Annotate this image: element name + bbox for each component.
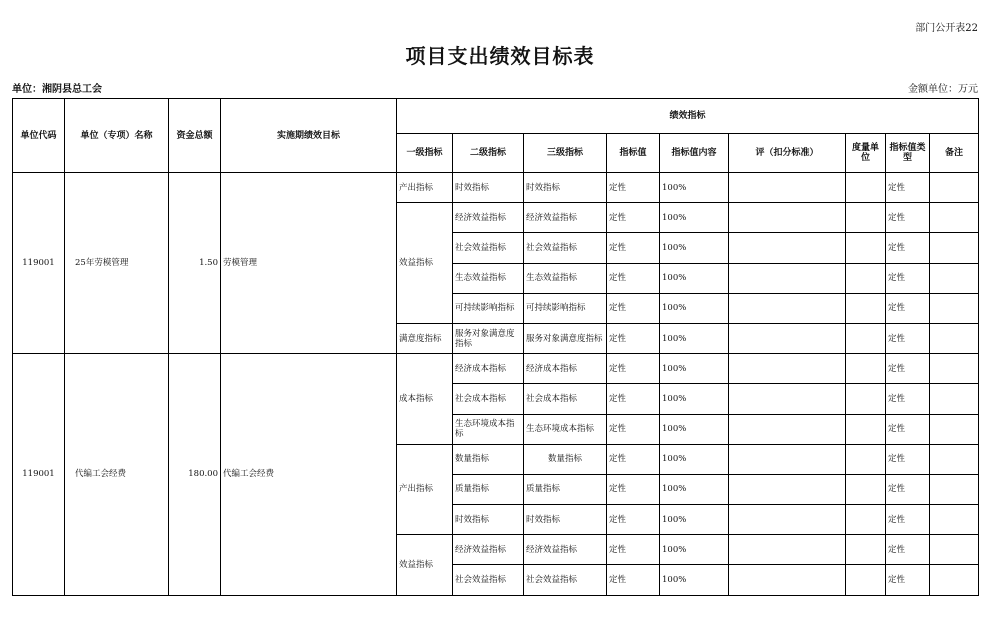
level3-cell: 经济效益指标 [524,203,607,233]
level2-cell: 服务对象满意度指标 [453,323,524,353]
value-cell: 定性 [607,293,660,323]
remark-cell [930,565,979,595]
evaluation-cell [729,203,846,233]
value-content-cell: 100% [660,505,729,535]
value-type-cell: 定性 [886,323,930,353]
table-row [13,354,979,384]
header-perf-group: 绩效指标 [397,99,979,134]
value-type-cell: 定性 [886,414,930,444]
remark-cell [930,535,979,565]
value-cell: 定性 [607,474,660,504]
remark-cell [930,203,979,233]
level3-cell: 经济效益指标 [524,535,607,565]
remark-cell [930,173,979,203]
evaluation-cell [729,263,846,293]
level3-cell: 社会成本指标 [524,384,607,414]
unit-name-cell: 代编工会经费 [65,354,169,596]
value-cell: 定性 [607,263,660,293]
value-type-cell: 定性 [886,535,930,565]
value-cell: 定性 [607,505,660,535]
header-total-funds: 资金总额 [169,99,221,173]
level2-cell: 时效指标 [453,173,524,203]
evaluation-cell [729,565,846,595]
level2-cell: 质量指标 [453,474,524,504]
value-type-cell: 定性 [886,444,930,474]
unit-code-cell: 119001 [13,354,65,596]
value-type-cell: 定性 [886,474,930,504]
performance-table [12,98,979,596]
value-content-cell: 100% [660,384,729,414]
value-content-cell: 100% [660,414,729,444]
value-cell: 定性 [607,233,660,263]
value-cell: 定性 [607,414,660,444]
value-content-cell: 100% [660,293,729,323]
level3-cell: 生态效益指标 [524,263,607,293]
measure-unit-cell [846,414,886,444]
table-body [13,173,979,596]
value-cell: 定性 [607,444,660,474]
level2-cell: 社会效益指标 [453,233,524,263]
value-cell: 定性 [607,565,660,595]
remark-cell [930,474,979,504]
value-type-cell: 定性 [886,384,930,414]
value-content-cell: 100% [660,203,729,233]
total-funds-cell: 180.00 [169,354,221,596]
level2-cell: 数量指标 [453,444,524,474]
header-measure-unit: 度量单位 [846,134,886,173]
value-type-cell: 定性 [886,293,930,323]
level1-cell: 成本指标 [397,354,453,445]
evaluation-cell [729,444,846,474]
remark-cell [930,414,979,444]
value-type-cell: 定性 [886,354,930,384]
amount-unit-label: 金额单位：万元 [908,84,978,95]
header-value: 指标值 [607,134,660,173]
value-content-cell: 100% [660,535,729,565]
unit-code-cell: 119001 [13,173,65,354]
measure-unit-cell [846,173,886,203]
level1-cell: 满意度指标 [397,323,453,353]
measure-unit-cell [846,354,886,384]
value-type-cell: 定性 [886,263,930,293]
value-type-cell: 定性 [886,173,930,203]
level3-cell: 社会效益指标 [524,233,607,263]
value-cell: 定性 [607,203,660,233]
level2-cell: 经济成本指标 [453,354,524,384]
value-type-cell: 定性 [886,203,930,233]
form-number: 部门公开表22 [915,23,978,34]
value-cell: 定性 [607,354,660,384]
level2-cell: 可持续影响指标 [453,293,524,323]
header-unit-code: 单位代码 [13,99,65,173]
level3-cell: 质量指标 [524,474,607,504]
measure-unit-cell [846,565,886,595]
value-content-cell: 100% [660,565,729,595]
target-cell: 劳模管理 [221,173,397,354]
measure-unit-cell [846,505,886,535]
remark-cell [930,293,979,323]
header-evaluation: 评（扣分标准） [729,134,846,173]
level1-cell: 效益指标 [397,535,453,595]
level3-cell: 生态环境成本指标 [524,414,607,444]
value-cell: 定性 [607,535,660,565]
evaluation-cell [729,384,846,414]
value-content-cell: 100% [660,354,729,384]
measure-unit-cell [846,323,886,353]
header-unit-name: 单位（专项）名称 [65,99,169,173]
measure-unit-cell [846,263,886,293]
level3-cell: 时效指标 [524,173,607,203]
remark-cell [930,233,979,263]
level1-cell: 产出指标 [397,173,453,203]
value-cell: 定性 [607,384,660,414]
level2-cell: 社会效益指标 [453,565,524,595]
remark-cell [930,384,979,414]
header-target: 实施期绩效目标 [221,99,397,173]
unit-label: 单位：湘阴县总工会 [12,84,102,95]
measure-unit-cell [846,233,886,263]
evaluation-cell [729,414,846,444]
remark-cell [930,505,979,535]
evaluation-cell [729,173,846,203]
header-value-type: 指标值类型 [886,134,930,173]
measure-unit-cell [846,384,886,414]
level2-cell: 时效指标 [453,505,524,535]
level1-cell: 效益指标 [397,203,453,324]
remark-cell [930,444,979,474]
measure-unit-cell [846,293,886,323]
remark-cell [930,323,979,353]
value-type-cell: 定性 [886,505,930,535]
header-level3: 三级指标 [524,134,607,173]
evaluation-cell [729,293,846,323]
header-value-content: 指标值内容 [660,134,729,173]
level2-cell: 生态效益指标 [453,263,524,293]
level1-cell: 产出指标 [397,444,453,535]
remark-cell [930,354,979,384]
evaluation-cell [729,505,846,535]
value-cell: 定性 [607,173,660,203]
value-content-cell: 100% [660,263,729,293]
target-cell: 代编工会经费 [221,354,397,596]
value-content-cell: 100% [660,233,729,263]
level2-cell: 经济效益指标 [453,203,524,233]
level2-cell: 生态环境成本指标 [453,414,524,444]
level3-cell: 可持续影响指标 [524,293,607,323]
remark-cell [930,263,979,293]
level3-cell: 数量指标 [524,444,607,474]
table-row [13,173,979,203]
level3-cell: 时效指标 [524,505,607,535]
evaluation-cell [729,323,846,353]
measure-unit-cell [846,203,886,233]
value-type-cell: 定性 [886,233,930,263]
level2-cell: 经济效益指标 [453,535,524,565]
measure-unit-cell [846,535,886,565]
evaluation-cell [729,233,846,263]
header-level2: 二级指标 [453,134,524,173]
evaluation-cell [729,535,846,565]
total-funds-cell: 1.50 [169,173,221,354]
evaluation-cell [729,474,846,504]
page-title: 项目支出绩效目标表 [405,44,595,68]
level3-cell: 经济成本指标 [524,354,607,384]
measure-unit-cell [846,474,886,504]
measure-unit-cell [846,444,886,474]
header-level1: 一级指标 [397,134,453,173]
header-remark: 备注 [930,134,979,173]
value-type-cell: 定性 [886,565,930,595]
value-content-cell: 100% [660,444,729,474]
level2-cell: 社会成本指标 [453,384,524,414]
level3-cell: 服务对象满意度指标 [524,323,607,353]
value-content-cell: 100% [660,173,729,203]
unit-name-cell: 25年劳模管理 [65,173,169,354]
value-content-cell: 100% [660,474,729,504]
level3-cell: 社会效益指标 [524,565,607,595]
value-cell: 定性 [607,323,660,353]
evaluation-cell [729,354,846,384]
value-content-cell: 100% [660,323,729,353]
